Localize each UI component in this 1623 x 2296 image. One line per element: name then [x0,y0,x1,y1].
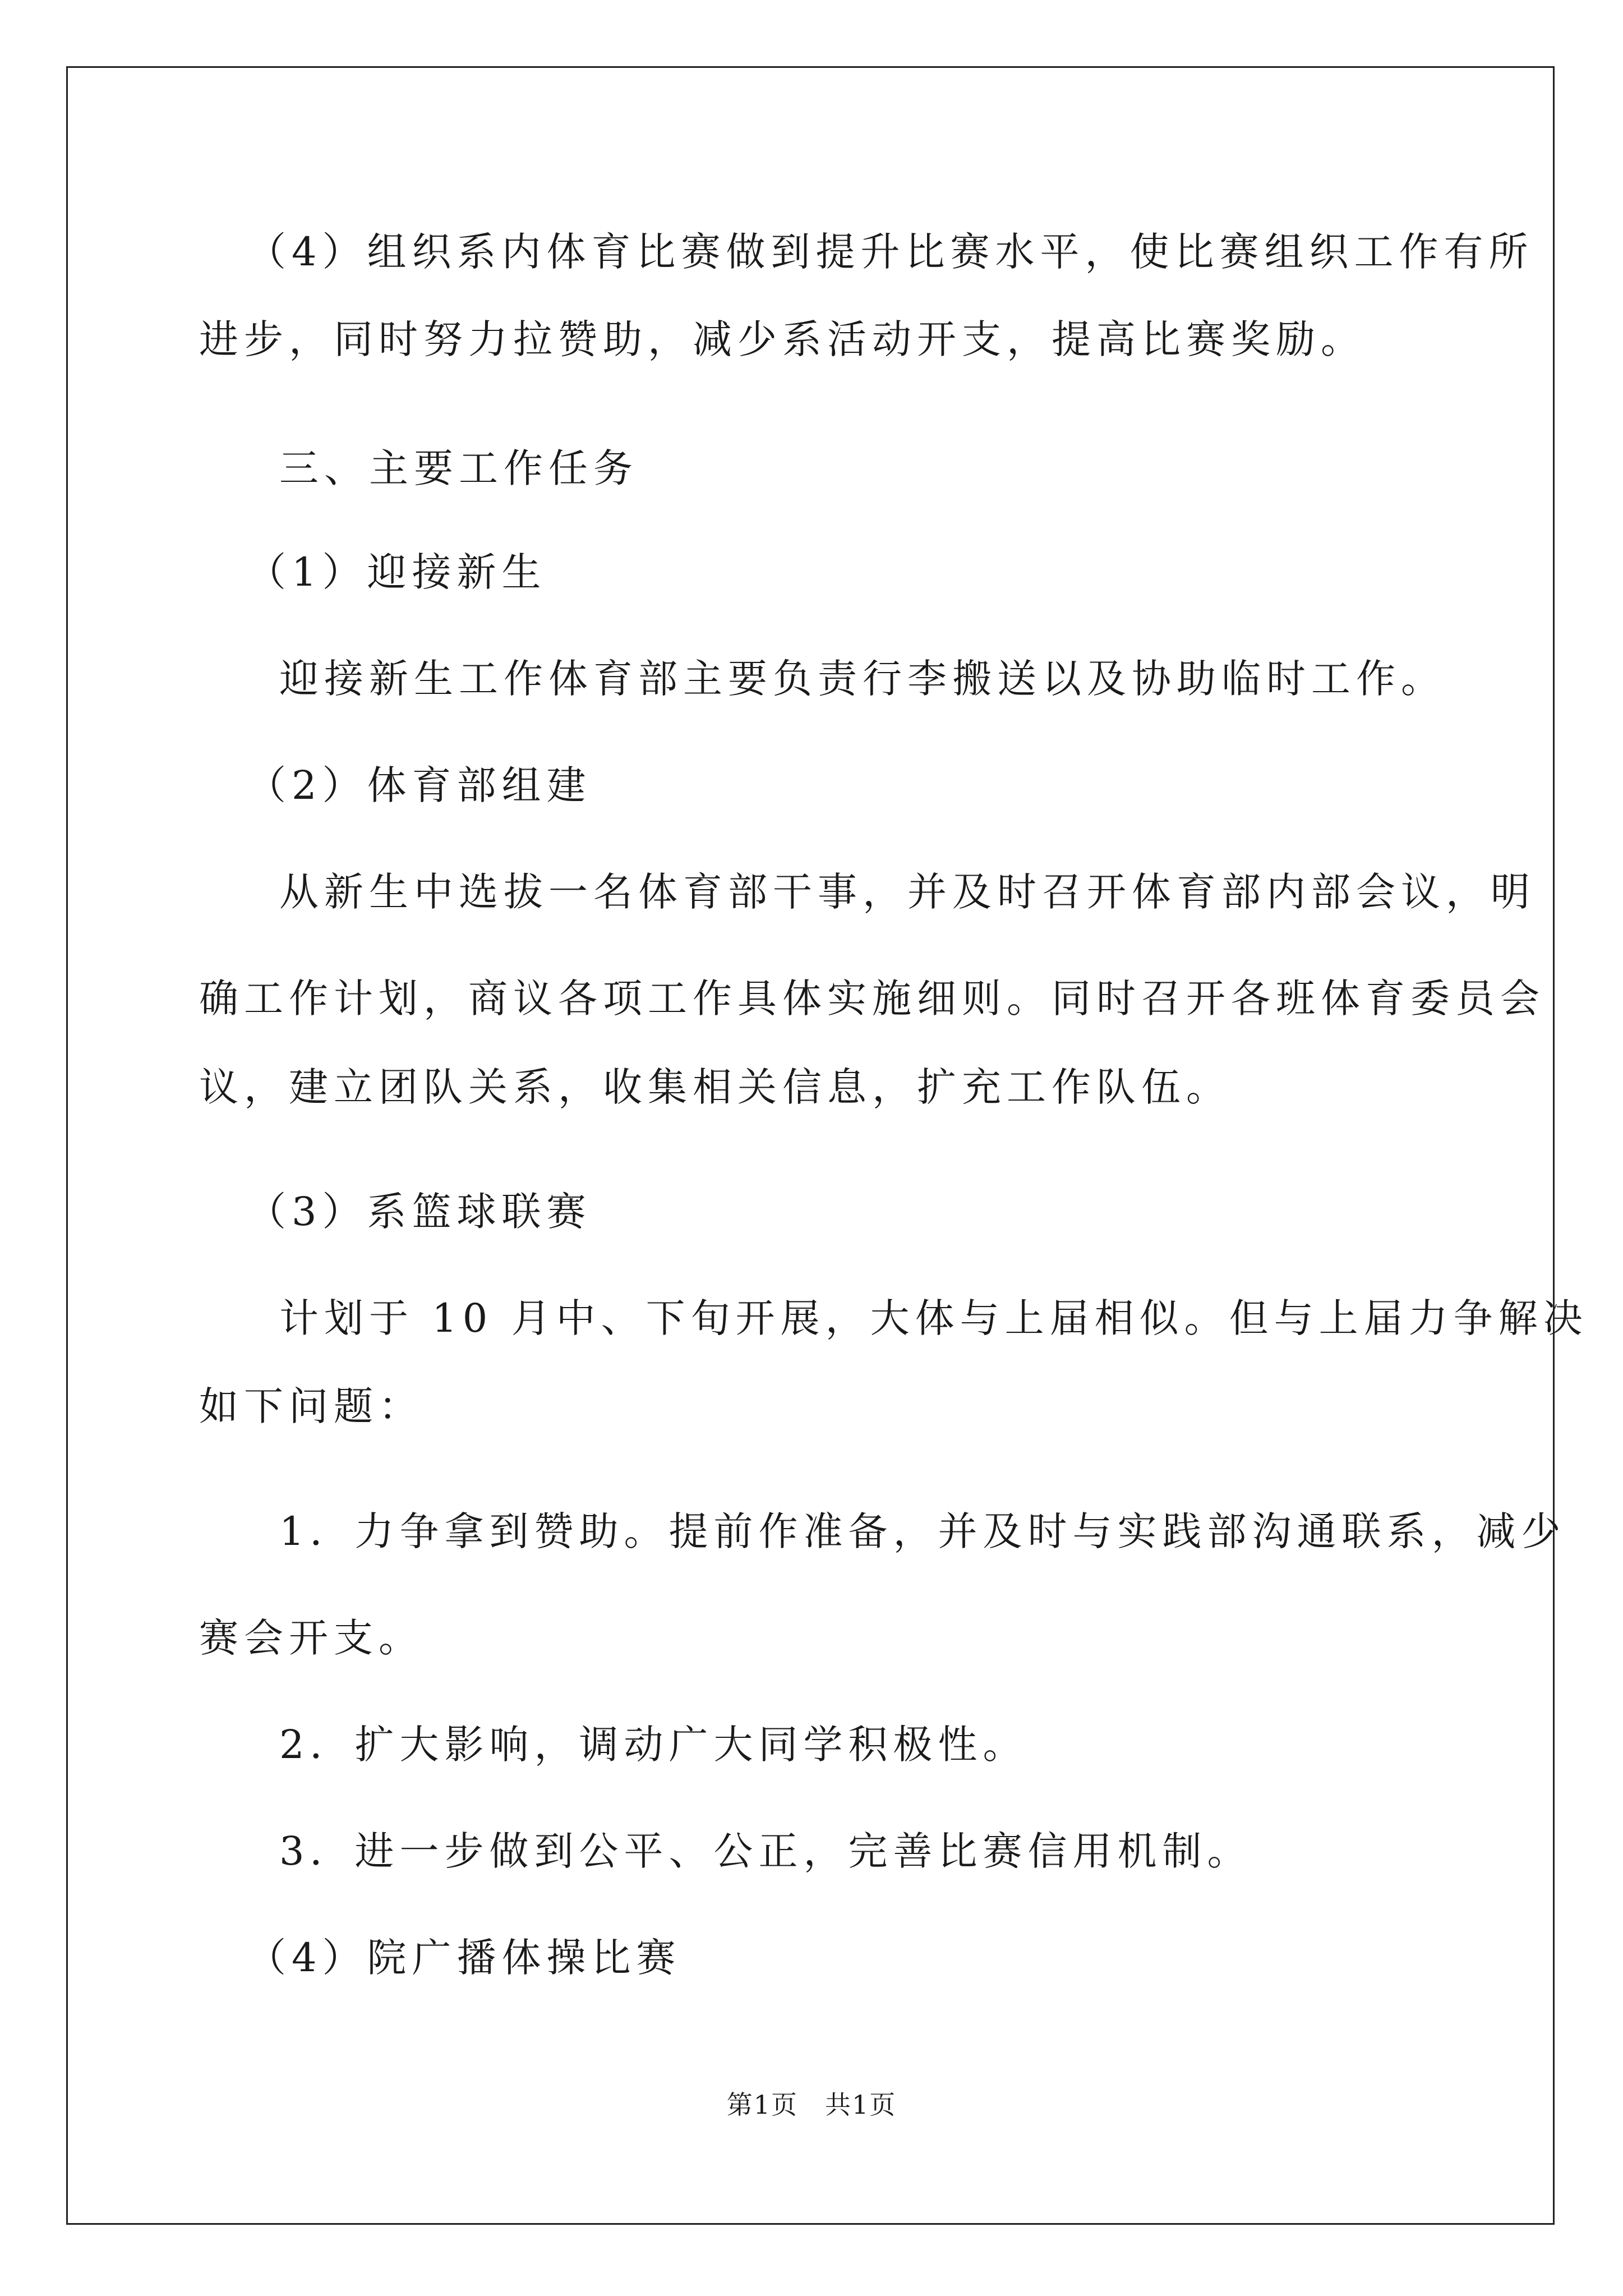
paragraph-line: 确工作计划，商议各项工作具体实施细则。同时召开各班体育委员会 [199,976,1545,1022]
paragraph-line: 迎接新生工作体育部主要负责行李搬送以及协助临时工作。 [279,656,1446,702]
paragraph-line: 1．力争拿到赞助。提前作准备，并及时与实践部沟通联系，减少 [279,1508,1566,1554]
paragraph-line: 计划于 10 月中、下旬开展，大体与上届相似。但与上届力争解决 [279,1295,1588,1341]
paragraph-line: 2．扩大影响，调动广大同学积极性。 [279,1722,1028,1768]
page-footer: 第1页 共1页 [726,2090,897,2120]
page-border [66,66,1555,2225]
subheading: （4）院广播体操比赛 [247,1935,681,1981]
paragraph-line: 进步，同时努力拉赞助，减少系活动开支，提高比赛奖励。 [199,316,1366,362]
paragraph-line: （4）组织系内体育比赛做到提升比赛水平，使比赛组织工作有所 [247,229,1534,275]
paragraph-line: 赛会开支。 [199,1615,423,1661]
section-heading: 三、主要工作任务 [279,445,638,491]
subheading: （2）体育部组建 [247,762,592,808]
paragraph-line: 3．进一步做到公平、公正，完善比赛信用机制。 [279,1828,1252,1874]
paragraph-line: 如下问题： [199,1383,423,1429]
paragraph-line: 从新生中选拔一名体育部干事，并及时召开体育部内部会议，明 [279,869,1536,915]
subheading: （1）迎接新生 [247,549,547,595]
subheading: （3）系篮球联赛 [247,1189,592,1235]
paragraph-line: 议，建立团队关系，收集相关信息，扩充工作队伍。 [199,1064,1231,1110]
